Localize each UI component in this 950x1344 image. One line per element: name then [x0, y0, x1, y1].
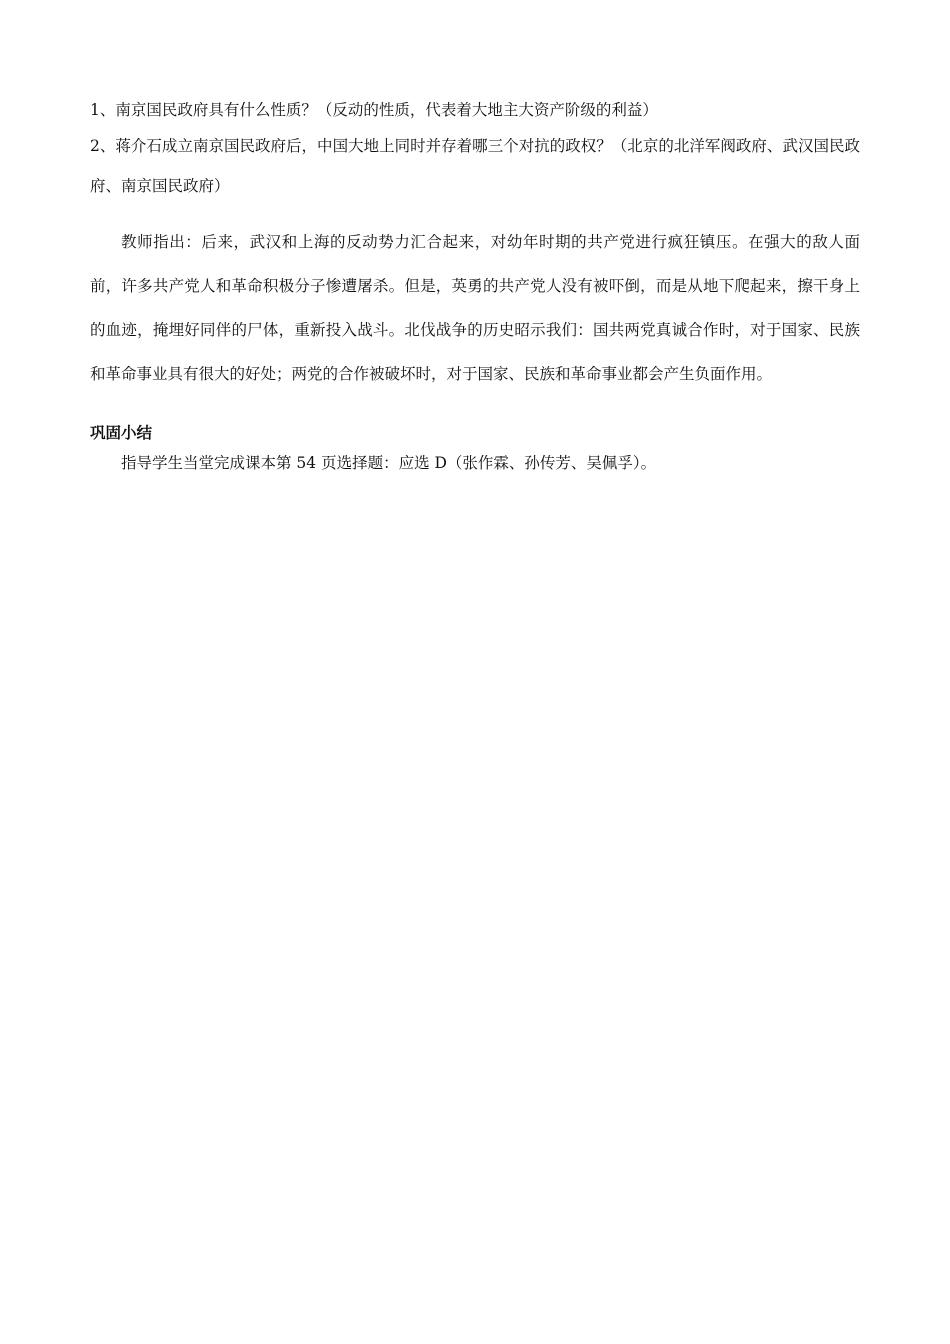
summary-paragraph: 指导学生当堂完成课本第 54 页选择题：应选 D（张作霖、孙传芳、吴佩孚）。: [121, 454, 657, 472]
question-1: 1、南京国民政府具有什么性质？（反动的性质，代表着大地主大资产阶级的利益）: [90, 101, 658, 119]
section-heading-summary: 巩固小结: [90, 424, 153, 442]
question-2: 2、蒋介石成立南京国民政府后，中国大地上同时并存着哪三个对抗的政权？（北京的北洋军阀政府、武汉国民政府、南京国民政府）: [90, 137, 860, 195]
document-page: [90, 96, 860, 478]
teacher-paragraph: 教师指出：后来，武汉和上海的反动势力汇合起来，对幼年时期的共产党进行疯狂镇压。在强大的敌人面前，许多共产党人和革命积极分子惨遭屠杀。但是，英勇的共产党人没有被吓倒，而是从地下爬起来，擦干身上的血迹，掩埋好同伴的尸体，重新投入战斗。北伐战争的历史昭示我们：国共两党真诚合作时，对于国家、民族和革命事业具有很大的好处；两党的合作被破坏时，对于国家、民族和革命事业都会产生负面作用。: [90, 233, 860, 383]
